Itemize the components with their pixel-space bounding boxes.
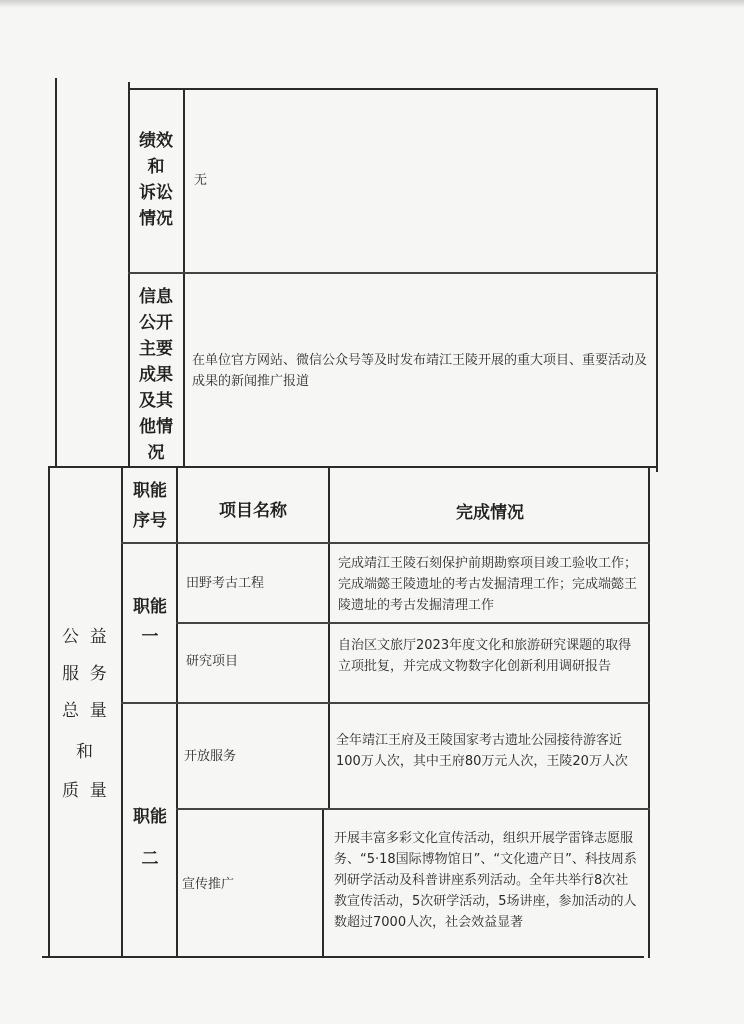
function-1-item-1-detail: 完成靖江王陵石刻保护前期勘察项目竣工验收工作；完成端懿王陵遗址的考古发掘清理工作；完成端懿王陵遗址的考古发掘清理工作 bbox=[338, 556, 638, 613]
function-1-item-2-detail: 自治区文旅厅2023年度文化和旅游研究课题的取得立项批复，并完成文物数字化创新利用调研报告 bbox=[338, 638, 632, 674]
section-label-line-4: 和 bbox=[76, 742, 93, 762]
performance-litigation-label: 绩效 和 诉讼 情况 bbox=[139, 131, 173, 229]
header-divider bbox=[121, 542, 650, 544]
func1-item-divider bbox=[176, 622, 650, 624]
lower-border-detail-col-2 bbox=[322, 808, 324, 958]
lower-border-left bbox=[48, 466, 50, 958]
table-border-right-upper bbox=[656, 88, 658, 472]
function-2-item-2-name: 宣传推广 bbox=[182, 877, 235, 892]
performance-litigation-content: 无 bbox=[194, 173, 208, 188]
header-completion: 完成情况 bbox=[456, 503, 524, 523]
function-1-item-1-name: 田野考古工程 bbox=[186, 576, 265, 591]
section-label-line-5: 质 量 bbox=[62, 781, 107, 801]
table-border-left-outer bbox=[55, 78, 57, 466]
function-1-item-2-name: 研究项目 bbox=[186, 654, 239, 669]
info-disclosure-label: 信息 公开 主要 成果 及其 他情 况 bbox=[139, 287, 173, 463]
lower-border-func-col bbox=[121, 466, 123, 958]
func-divider bbox=[121, 702, 650, 704]
function-1-label: 职能 一 bbox=[133, 597, 167, 647]
function-2-item-1-detail: 全年靖江王府及王陵国家考古遗址公园接待游客近100万人次，其中王府80万元人次，王陵20万人次 bbox=[336, 733, 628, 769]
func2-item-divider bbox=[176, 808, 650, 810]
function-2-label: 职能 二 bbox=[133, 807, 167, 869]
scan-edge bbox=[0, 0, 744, 8]
row-divider-2 bbox=[50, 466, 658, 468]
section-label-line-1: 公 益 bbox=[62, 627, 107, 647]
info-disclosure-content: 在单位官方网站、微信公众号等及时发布靖江王陵开展的重大项目、重要活动及成果的新闻推广报道 bbox=[192, 353, 648, 389]
function-2-item-2-detail: 开展丰富多彩文化宣传活动，组织开展学雷锋志愿服务、“5·18国际博物馆日”、“文化遗产日”、科技周系列研学活动及科普讲座系列活动。全年共举行8次社教宣传活动，5次研学活动，5场讲座，参加活动的人数超过7000人次，社会效益显著 bbox=[334, 831, 637, 930]
header-function-number: 职能 序号 bbox=[133, 481, 167, 531]
section-label-line-2: 服 务 bbox=[62, 664, 107, 684]
lower-border-detail-col bbox=[328, 468, 330, 808]
row-divider-1 bbox=[128, 272, 658, 274]
lower-border-bottom bbox=[42, 956, 644, 958]
header-project-name: 项目名称 bbox=[219, 501, 287, 521]
table-border-content-col bbox=[183, 88, 185, 468]
table-border-label-col bbox=[128, 82, 130, 466]
function-2-item-1-name: 开放服务 bbox=[184, 749, 237, 764]
section-label-line-3: 总 量 bbox=[62, 701, 107, 721]
table-border-top bbox=[128, 88, 658, 90]
